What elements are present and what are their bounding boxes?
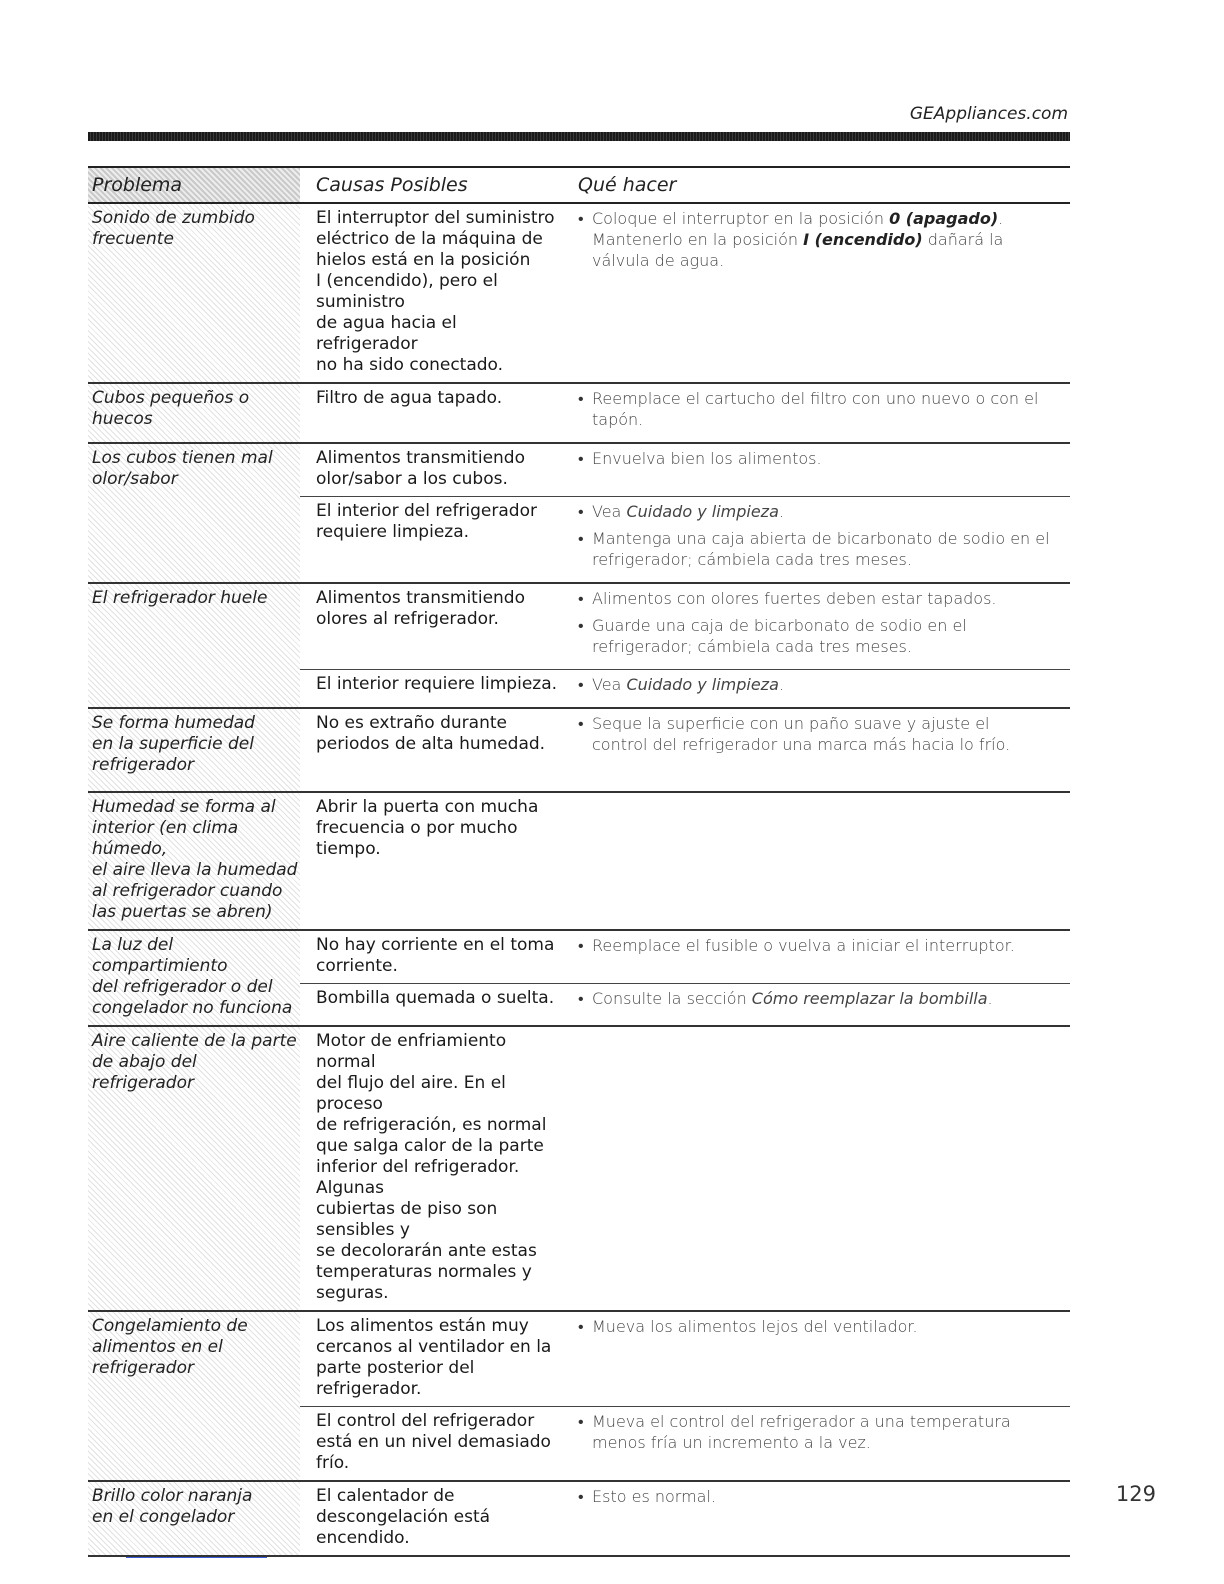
cause-cell: El interior requiere limpieza. xyxy=(316,674,558,694)
cause-cell: Motor de enfriamiento normal del flujo del aire. En el proceso de refrigeración, es normal que salga calor de la parte inferior del refrigerador. Algunas cubiertas de piso son sensibles y se decolorarán ante estas temperaturas normales y seguras. xyxy=(316,1031,547,1303)
solution-cell xyxy=(562,1486,1070,1549)
table-row xyxy=(88,709,1070,793)
cause-cell: No es extraño durante periodos de alta humedad. xyxy=(316,713,546,754)
solution-text: Esto es normal. xyxy=(592,1487,717,1506)
table-body xyxy=(88,204,1070,1557)
solution-bullet xyxy=(578,1486,1050,1507)
cause-solution-group xyxy=(300,1482,1070,1555)
solution-text: dañará la válvula de agua. xyxy=(592,230,1004,270)
solution-bullet xyxy=(578,713,1050,755)
cause-cell: Filtro de agua tapado. xyxy=(316,388,503,408)
table-row xyxy=(88,793,1070,931)
solution-emphasis: 0 (apagado) xyxy=(889,209,999,228)
solution-cell xyxy=(562,1031,1070,1304)
solution-text: Coloque el interruptor en la posición xyxy=(592,209,890,228)
solution-text: . xyxy=(778,502,784,521)
cause-solution-pair xyxy=(300,793,1070,866)
cause-cell: No hay corriente en el toma corriente. xyxy=(316,935,555,976)
solution-bullet xyxy=(578,1411,1050,1453)
cause-solution-group xyxy=(300,584,1070,707)
table-row xyxy=(88,584,1070,709)
header-causes: Causas Posibles xyxy=(316,174,468,196)
solution-bullet xyxy=(578,615,1050,657)
cause-cell: Alimentos transmitiendo olores al refrigerador. xyxy=(316,588,525,629)
solution-reference: Cuidado y limpieza xyxy=(626,675,779,694)
cause-solution-pair xyxy=(300,204,1070,382)
cause-solution-group xyxy=(300,204,1070,382)
cause-solution-pair xyxy=(300,931,1070,983)
solution-bullet xyxy=(578,501,1050,522)
page-number: 129 xyxy=(1115,1482,1156,1506)
problem-cell: Se forma humedad en la superficie del refrigerador xyxy=(88,709,300,791)
cause-solution-pair xyxy=(300,1482,1070,1555)
solution-reference: Cuidado y limpieza xyxy=(626,502,779,521)
solution-bullet xyxy=(578,388,1050,430)
solution-cell xyxy=(562,588,1070,663)
cause-solution-pair xyxy=(300,1027,1070,1310)
solution-text: Vea xyxy=(592,675,627,694)
header-problem: Problema xyxy=(88,168,300,202)
cause-solution-pair xyxy=(300,444,1070,496)
solution-text: Reemplace el cartucho del filtro con uno nuevo o con el tapón. xyxy=(592,389,1039,429)
cause-solution-pair xyxy=(300,983,1070,1021)
problem-cell: Humedad se forma al interior (en clima húmedo, el aire lleva la humedad al refrigerador cuando las puertas se abren) xyxy=(88,793,300,929)
solution-text: Mueva el control del refrigerador a una temperatura menos fría un incremento a la vez. xyxy=(592,1412,1011,1452)
problem-cell: Sonido de zumbido frecuente xyxy=(88,204,300,382)
solution-text: Guarde una caja de bicarbonato de sodio en el refrigerador; cámbiela cada tres meses. xyxy=(592,616,967,656)
table-row xyxy=(88,1027,1070,1312)
solution-cell xyxy=(562,388,1070,436)
cause-cell: Los alimentos están muy cercanos al ventilador en la parte posterior del refrigerador. xyxy=(316,1316,552,1399)
problem-cell: El refrigerador huele xyxy=(88,584,300,707)
table-header xyxy=(88,166,1070,204)
solution-bullet xyxy=(578,935,1050,956)
problem-cell: La luz del compartimiento del refrigerador o del congelador no funciona xyxy=(88,931,300,1025)
solution-cell xyxy=(562,713,1070,761)
cause-solution-group xyxy=(300,1312,1070,1480)
cause-solution-pair xyxy=(300,1406,1070,1480)
solution-text: Vea xyxy=(592,502,627,521)
solution-bullet xyxy=(578,988,1050,1009)
solution-text: . xyxy=(987,989,993,1008)
solution-text: Mantenga una caja abierta de bicarbonato de sodio en el refrigerador; cámbiela cada tres meses. xyxy=(592,529,1050,569)
solution-cell xyxy=(562,797,1070,860)
solution-text: . xyxy=(778,675,784,694)
footer-link-line xyxy=(126,1557,267,1558)
cause-solution-group xyxy=(300,931,1070,1025)
cause-cell: El control del refrigerador está en un nivel demasiado frío. xyxy=(316,1411,551,1473)
solution-cell xyxy=(562,674,1070,701)
solution-text: . Mantenerlo en la posición xyxy=(592,209,1004,249)
cause-cell: El interior del refrigerador requiere limpieza. xyxy=(316,501,537,542)
solution-text: Reemplace el fusible o vuelva a iniciar el interruptor. xyxy=(592,936,1015,955)
cause-cell: El interruptor del suministro eléctrico de la máquina de hielos está en la posición I (encendido), pero el suministro de agua hacia el refrigerador no ha sido conectado. xyxy=(316,208,555,375)
cause-solution-pair xyxy=(300,496,1070,582)
solution-reference: Cómo reemplazar la bombilla xyxy=(751,989,988,1008)
cause-cell: El calentador de descongelación está encendido. xyxy=(316,1486,491,1548)
solution-bullet xyxy=(578,1316,1050,1337)
solution-bullet xyxy=(578,674,1050,695)
cause-solution-pair xyxy=(300,384,1070,442)
cause-solution-group xyxy=(300,793,1070,929)
solution-cell xyxy=(562,501,1070,576)
cause-solution-pair xyxy=(300,584,1070,669)
solution-cell xyxy=(562,448,1070,490)
solution-cell xyxy=(562,935,1070,977)
cause-solution-group xyxy=(300,444,1070,582)
cause-solution-pair xyxy=(300,669,1070,707)
cause-solution-pair xyxy=(300,709,1070,767)
table-row xyxy=(88,444,1070,584)
solution-bullet xyxy=(578,528,1050,570)
solution-bullet xyxy=(578,208,1050,271)
cause-cell: Bombilla quemada o suelta. xyxy=(316,988,555,1008)
top-rule xyxy=(88,132,1070,141)
solution-bullet xyxy=(578,588,1050,609)
table-row xyxy=(88,931,1070,1027)
cause-solution-group xyxy=(300,1027,1070,1310)
site-url: GEAppliances.com xyxy=(909,104,1068,124)
header-what: Qué hacer xyxy=(578,174,677,196)
solution-cell xyxy=(562,208,1070,376)
cause-solution-pair xyxy=(300,1312,1070,1406)
solution-bullet xyxy=(578,448,1050,469)
cause-solution-group xyxy=(300,384,1070,442)
cause-solution-group xyxy=(300,709,1070,791)
table-row xyxy=(88,1312,1070,1482)
problem-cell: Congelamiento de alimentos en el refrigerador xyxy=(88,1312,300,1480)
problem-cell: Brillo color naranja en el congelador xyxy=(88,1482,300,1555)
solution-text: Alimentos con olores fuertes deben estar tapados. xyxy=(592,589,997,608)
solution-emphasis: I (encendido) xyxy=(803,230,923,249)
problem-cell: Los cubos tienen mal olor/sabor xyxy=(88,444,300,582)
problem-cell: Aire caliente de la parte de abajo del refrigerador xyxy=(88,1027,300,1310)
solution-text: Envuelva bien los alimentos. xyxy=(592,449,822,468)
table-row xyxy=(88,204,1070,384)
troubleshooting-table xyxy=(88,166,1070,1557)
solution-cell xyxy=(562,1411,1070,1474)
solution-text: Seque la superficie con un paño suave y ajuste el control del refrigerador una marca más hacia lo frío. xyxy=(592,714,1011,754)
cause-cell: Alimentos transmitiendo olor/sabor a los cubos. xyxy=(316,448,525,489)
table-row xyxy=(88,384,1070,444)
solution-text: Mueva los alimentos lejos del ventilador. xyxy=(592,1317,918,1336)
table-row xyxy=(88,1482,1070,1557)
problem-cell: Cubos pequeños o huecos xyxy=(88,384,300,442)
cause-cell: Abrir la puerta con mucha frecuencia o por mucho tiempo. xyxy=(316,797,539,859)
solution-text: Consulte la sección xyxy=(592,989,752,1008)
solution-cell xyxy=(562,988,1070,1015)
solution-cell xyxy=(562,1316,1070,1400)
